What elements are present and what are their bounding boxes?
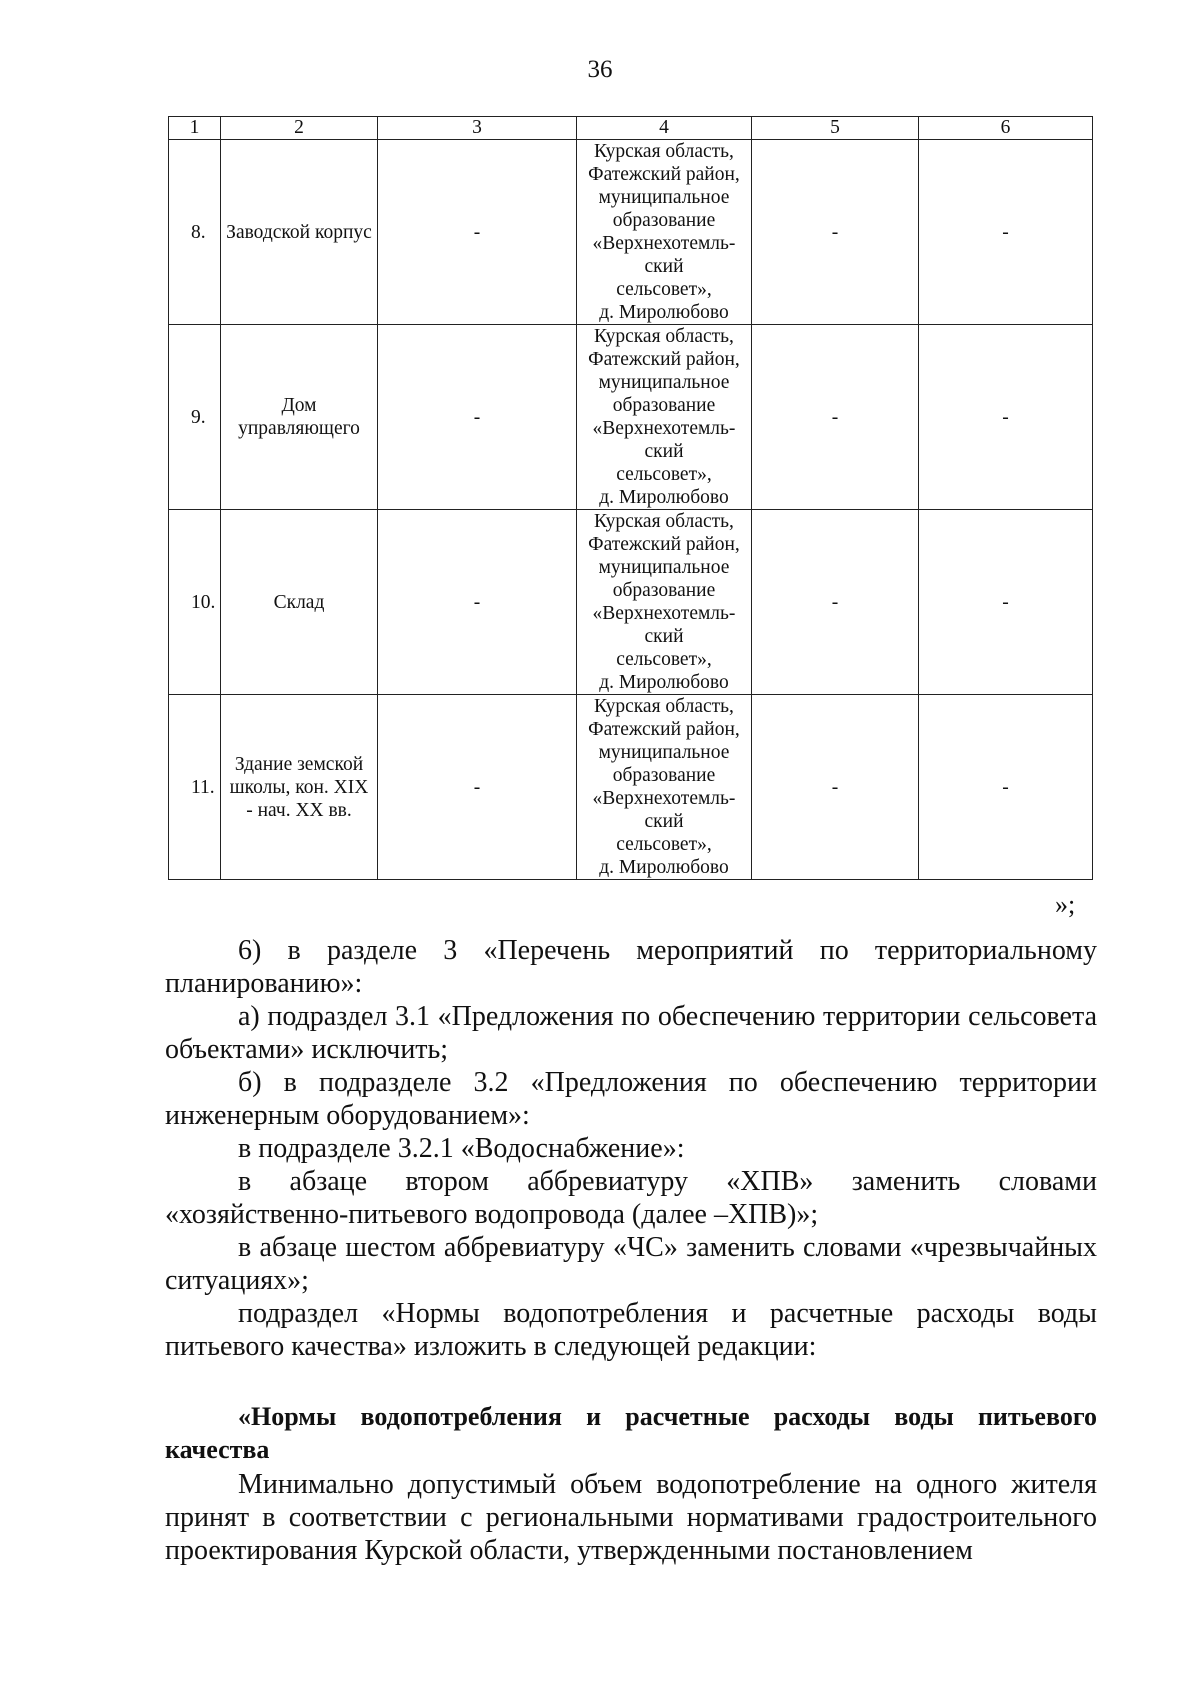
column-header: 3 [378,117,577,140]
location-line: образование [612,580,716,601]
column-header: 6 [919,117,1093,140]
row-number: 10. [169,510,221,695]
column-5-value: - [752,510,919,695]
column-6-value: - [919,695,1093,880]
column-5-value: - [752,695,919,880]
location-line: ский [644,256,684,277]
column-3-value: - [378,325,577,510]
location-line: ский [644,811,684,832]
amendment-paragraph: в абзаце втором аббревиатуру «ХПВ» заменить словами «хозяйственно-питьевого водопровода (далее –ХПВ)»; [165,1166,1097,1230]
location-line: Фатежский район, [588,349,740,370]
table-closing-mark: »; [1055,890,1076,919]
location-line: образование [612,395,716,416]
location-line: д. Миролюбово [599,487,729,508]
location-line: Курская область, [594,511,734,532]
table-row [169,140,1093,325]
location-line: ский [644,626,684,647]
column-5-value: - [752,140,919,325]
location-line: д. Миролюбово [599,302,729,323]
location-line: сельсовет», [616,834,712,855]
amendment-text [165,934,1097,1363]
location-line: д. Миролюбово [599,857,729,878]
location-line: «Верхнехотемль- [592,233,736,254]
column-header: 2 [221,117,378,140]
location-line: сельсовет», [616,464,712,485]
object-name: Склад [221,510,378,695]
column-3-value: - [378,140,577,325]
section-heading: «Нормы водопотребления и расчетные расходы воды питьевого качества [165,1402,1097,1464]
location-line: муниципальное [598,557,730,578]
location-line: д. Миролюбово [599,672,729,693]
row-number: 11. [169,695,221,880]
column-3-value: - [378,695,577,880]
location-line: сельсовет», [616,649,712,670]
location-line: образование [612,210,716,231]
table-row [169,695,1093,880]
table-row [169,510,1093,695]
amendment-paragraph: 6) в разделе 3 «Перечень мероприятий по территориальному планированию»: [165,935,1097,999]
table-header-row [169,117,1093,140]
location-line: Фатежский район, [588,164,740,185]
column-3-value: - [378,510,577,695]
amendment-paragraph: в подразделе 3.2.1 «Водоснабжение»: [238,1133,685,1164]
row-number: 8. [169,140,221,325]
object-name: Заводской корпус [221,140,378,325]
location-line: Курская область, [594,141,734,162]
object-name: Здание земской школы, кон. XIX - нач. XX вв. [221,695,378,880]
location-line: Курская область, [594,326,734,347]
location-line: «Верхнехотемль- [592,418,736,439]
object-name: Дом управляющего [221,325,378,510]
column-6-value: - [919,140,1093,325]
location-line: муниципальное [598,372,730,393]
objects-table [168,116,1093,880]
location-line: «Верхнехотемль- [592,788,736,809]
amendment-paragraph: б) в подразделе 3.2 «Предложения по обеспечению территории инженерным оборудованием»: [165,1067,1097,1131]
location-line: муниципальное [598,742,730,763]
object-location [577,140,752,325]
location-line: Фатежский район, [588,534,740,555]
column-header: 5 [752,117,919,140]
column-5-value: - [752,325,919,510]
section-paragraph: Минимально допустимый объем водопотребление на одного жителя принят в соответствии с региональными нормативами градостроительного проектирования Курской области, утвержденными постановлением [165,1469,1097,1566]
amendment-paragraph: а) подраздел 3.1 «Предложения по обеспечению территории сельсовета объектами» исключить; [165,1001,1097,1065]
amendment-paragraph: в абзаце шестом аббревиатуру «ЧС» заменить словами «чрезвычайных ситуациях»; [165,1232,1097,1296]
location-line: «Верхнехотемль- [592,603,736,624]
object-location [577,325,752,510]
column-6-value: - [919,510,1093,695]
location-line: сельсовет», [616,279,712,300]
row-number: 9. [169,325,221,510]
object-location [577,695,752,880]
location-line: образование [612,765,716,786]
location-line: муниципальное [598,187,730,208]
location-line: Курская область, [594,696,734,717]
location-line: ский [644,441,684,462]
object-location [577,510,752,695]
column-6-value: - [919,325,1093,510]
amendment-paragraph: подраздел «Нормы водопотребления и расчетные расходы воды питьевого качества» изложить в следующей редакции: [165,1298,1097,1362]
column-header: 1 [169,117,221,140]
page-number: 36 [587,56,613,83]
location-line: Фатежский район, [588,719,740,740]
column-header: 4 [577,117,752,140]
table-row [169,325,1093,510]
